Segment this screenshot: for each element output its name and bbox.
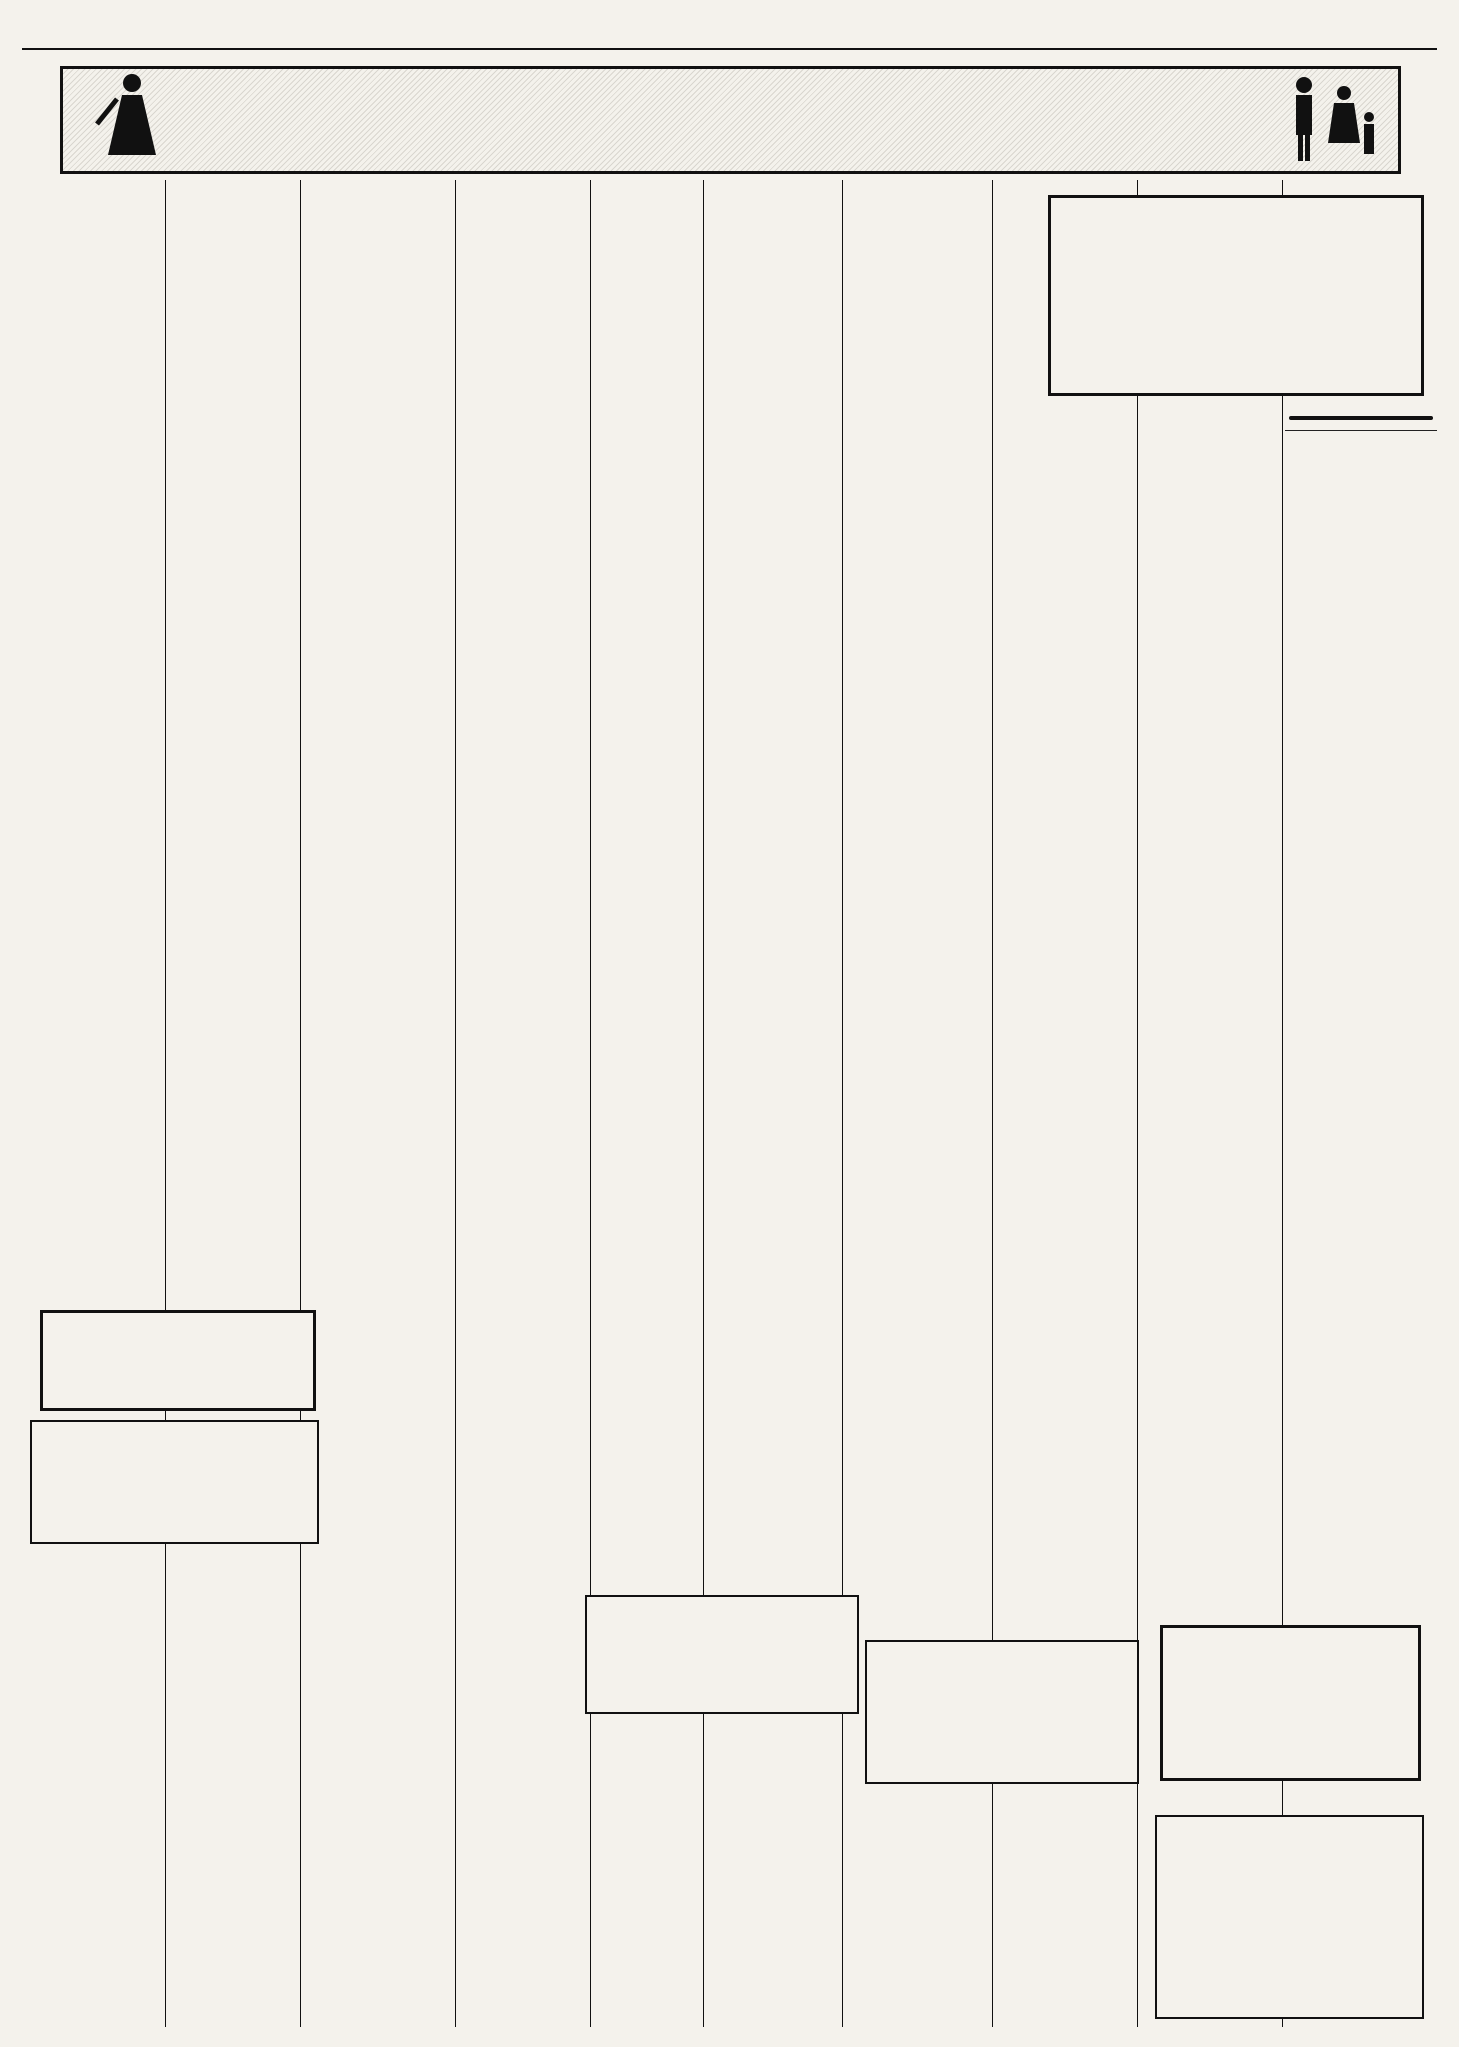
golpayegani-ad <box>1160 1625 1421 1781</box>
info-phones-box <box>1048 195 1424 396</box>
column-5 <box>706 185 841 2027</box>
woman-illustration-icon <box>77 69 187 165</box>
column-7 <box>458 185 588 1527</box>
classified-ad <box>1285 410 1437 431</box>
column-2 <box>1140 410 1280 2027</box>
column-8 <box>303 185 453 1357</box>
section-label <box>1289 416 1433 420</box>
bkd-ad <box>40 1310 316 1411</box>
kmt-travel-ad <box>1155 1815 1424 2019</box>
section-banner <box>60 66 1401 174</box>
lisans-ad <box>865 1640 1139 1784</box>
shoe-factory-ad <box>30 1420 319 1544</box>
family-illustration-icon <box>1274 69 1384 165</box>
column-10 <box>22 185 165 1357</box>
glass-wool-ad <box>585 1595 859 1714</box>
column-3 <box>995 410 1138 2027</box>
column-6 <box>593 185 703 1527</box>
page-header <box>22 22 1437 50</box>
column-1 <box>1285 410 1437 2027</box>
column-9 <box>168 185 298 1357</box>
